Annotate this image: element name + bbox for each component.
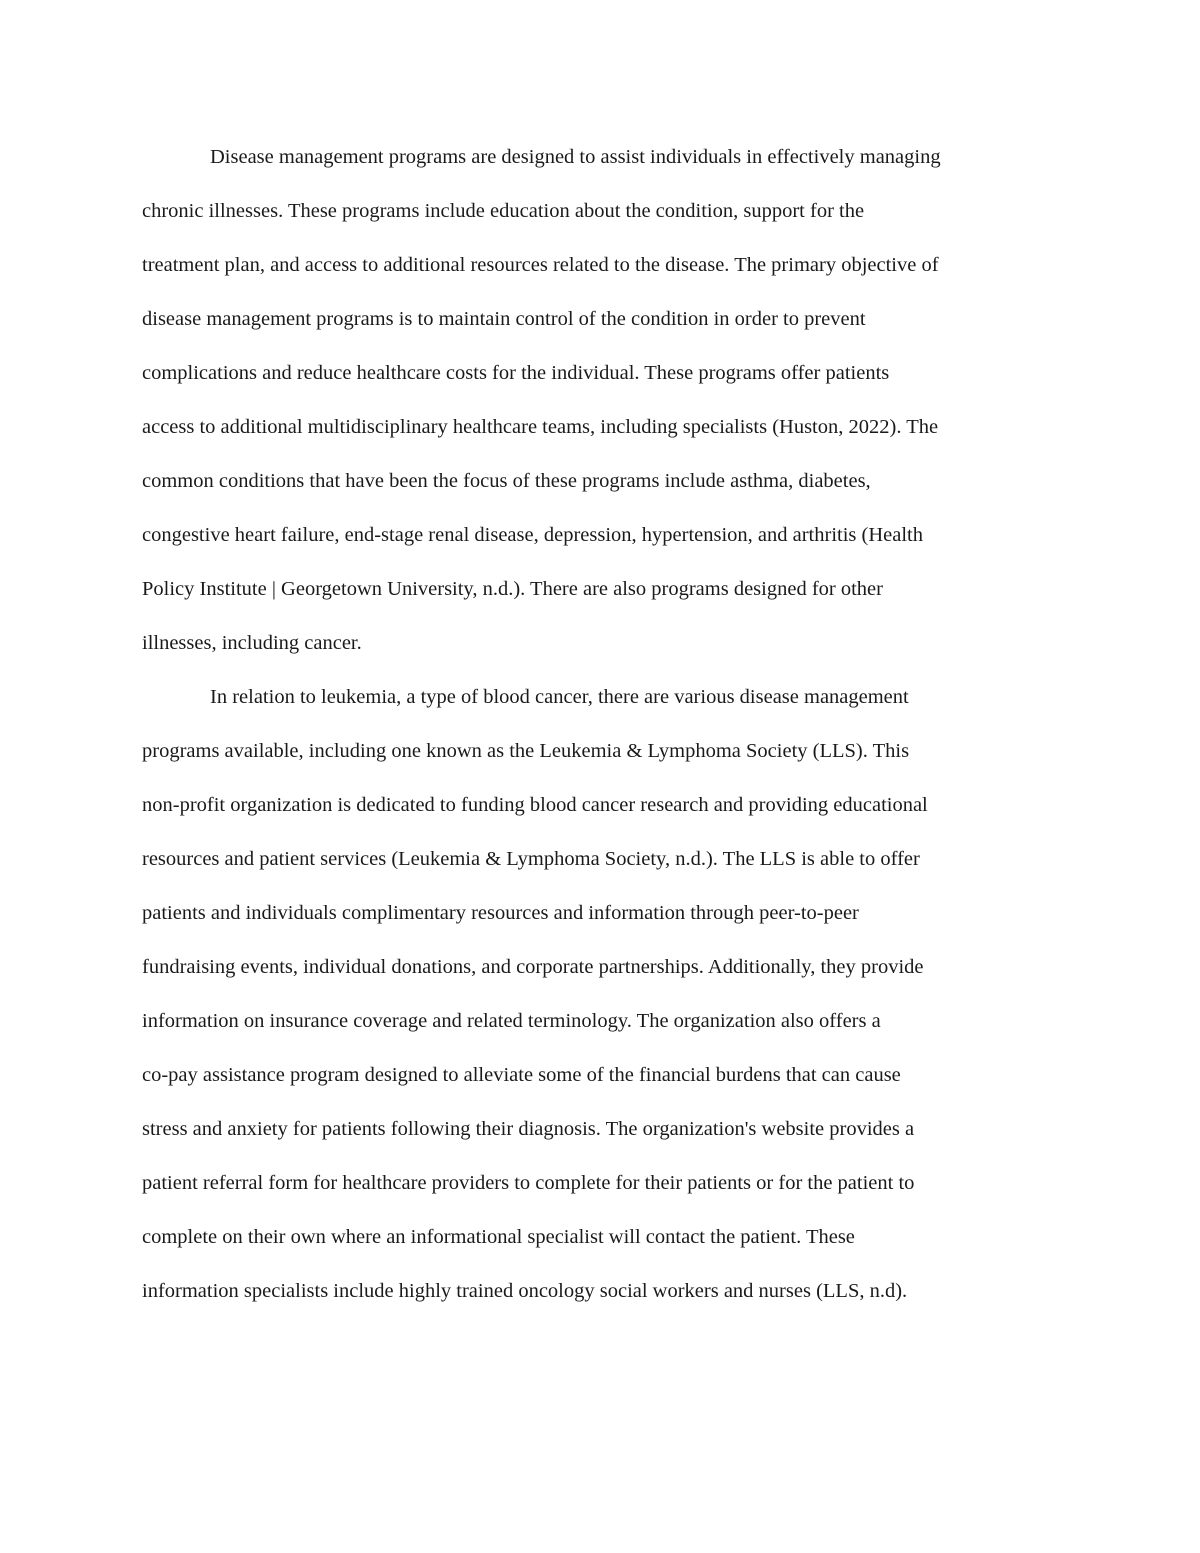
paragraph-1-line-10: illnesses, including cancer. [142, 632, 362, 654]
paragraph-2-line-4: resources and patient services (Leukemia & Lymphoma Society, n.d.). The LLS is able to offer [142, 848, 920, 870]
paragraph-2-line-5: patients and individuals complimentary resources and information through peer-to-peer [142, 902, 859, 924]
paragraph-2-line-7: information on insurance coverage and related terminology. The organization also offers a [142, 1010, 881, 1032]
document-body [142, 130, 1062, 1318]
paragraph-1-line-9: Policy Institute | Georgetown University, n.d.). There are also programs designed for other [142, 578, 883, 600]
paragraph-1-line-1: Disease management programs are designed to assist individuals in effectively managing [210, 146, 941, 168]
paragraph-2-line-9: stress and anxiety for patients following their diagnosis. The organization's website provides a [142, 1118, 915, 1140]
paragraph-2-line-2: programs available, including one known as the Leukemia & Lymphoma Society (LLS). This [142, 740, 910, 762]
paragraph-1-line-5: complications and reduce healthcare costs for the individual. These programs offer patients [142, 362, 890, 384]
paragraph-1-line-2: chronic illnesses. These programs include education about the condition, support for the [142, 200, 865, 222]
paragraph-1-line-7: common conditions that have been the focus of these programs include asthma, diabetes, [142, 470, 871, 492]
paragraph-2-line-3: non-profit organization is dedicated to funding blood cancer research and providing educational [142, 794, 928, 816]
paragraph-1-line-4: disease management programs is to maintain control of the condition in order to prevent [142, 308, 866, 330]
paragraph-1-line-8: congestive heart failure, end-stage renal disease, depression, hypertension, and arthritis (Health [142, 524, 923, 546]
paragraph-2-line-1: In relation to leukemia, a type of blood cancer, there are various disease management [210, 686, 909, 708]
paragraph-2-line-12: information specialists include highly trained oncology social workers and nurses (LLS, n.d). [142, 1280, 908, 1302]
paragraph-2-line-6: fundraising events, individual donations, and corporate partnerships. Additionally, they provide [142, 956, 924, 978]
paragraph-1-line-3: treatment plan, and access to additional resources related to the disease. The primary objective of [142, 254, 939, 276]
paragraph-2-line-11: complete on their own where an informational specialist will contact the patient. These [142, 1226, 855, 1248]
paragraph-1-line-6: access to additional multidisciplinary healthcare teams, including specialists (Huston, 2022). The [142, 416, 939, 438]
paragraph-2-line-8: co-pay assistance program designed to alleviate some of the financial burdens that can cause [142, 1064, 901, 1086]
paragraph-2-line-10: patient referral form for healthcare providers to complete for their patients or for the patient to [142, 1172, 915, 1194]
